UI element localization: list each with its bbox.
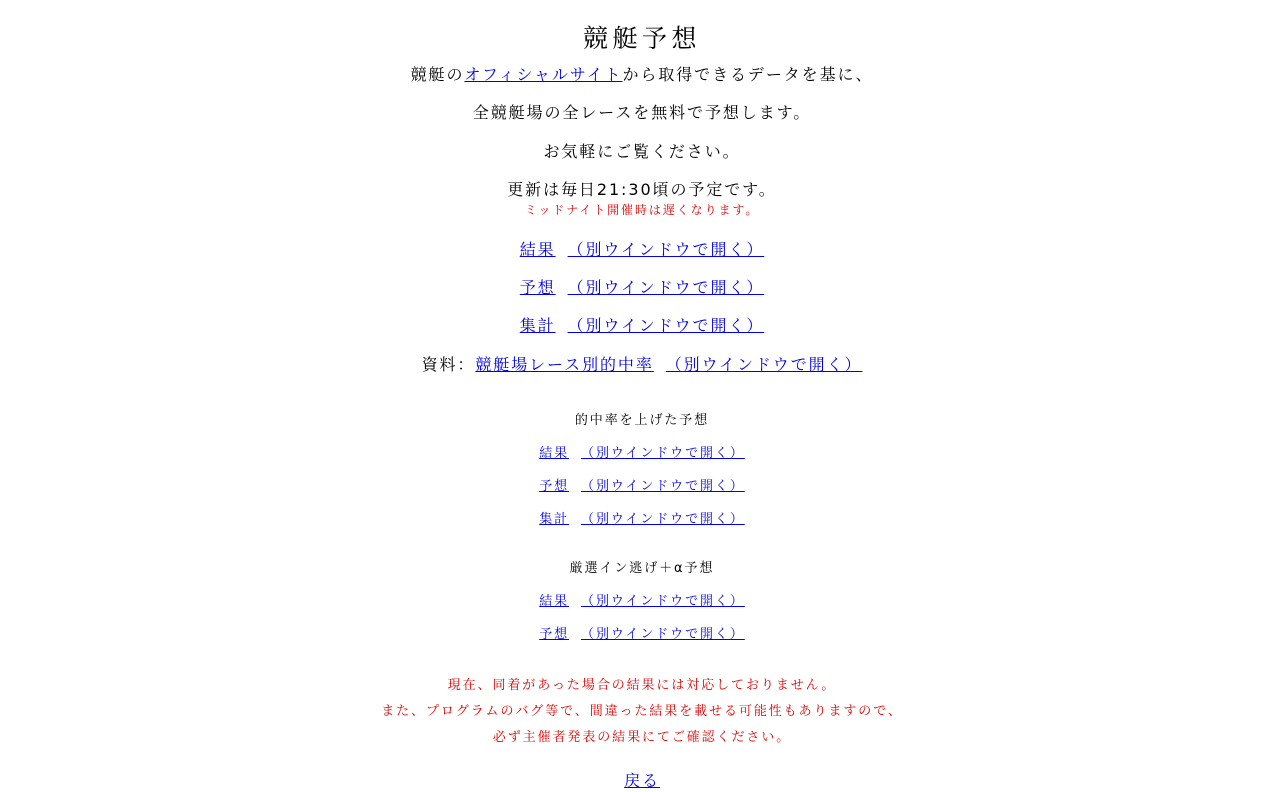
update-schedule: 更新は毎日21:30頃の予定です。	[507, 180, 777, 199]
back-row	[0, 770, 1284, 792]
hit-rate-forecast-link[interactable]: 予想	[539, 479, 570, 494]
doc-new-window-link[interactable]: （別ウインドウで開く）	[665, 355, 863, 374]
hit-rate-result-new-window-link[interactable]: （別ウインドウで開く）	[581, 446, 745, 461]
main-forecast-link[interactable]: 予想	[519, 278, 556, 297]
intro-suffix: から取得できるデータを基に、	[622, 65, 874, 84]
hit-rate-summary-link[interactable]: 集計	[539, 512, 570, 527]
inner-escape-forecast-row	[0, 626, 1284, 644]
intro-line-3: お気軽にご覧ください。	[543, 142, 741, 161]
hit-rate-result-link[interactable]: 結果	[539, 446, 570, 461]
intro-prefix: 競艇の	[410, 65, 465, 84]
midnight-note: ミッドナイト開催時は遅くなります。	[524, 203, 760, 217]
main-forecast-new-window-link[interactable]: （別ウインドウで開く）	[567, 278, 765, 297]
hit-rate-forecast-row	[0, 478, 1284, 496]
hit-rate-summary-row	[0, 511, 1284, 529]
inner-escape-section-title: 厳選イン逃げ＋α予想	[569, 561, 715, 576]
hit-rate-forecast-new-window-link[interactable]: （別ウインドウで開く）	[581, 479, 745, 494]
main-result-row	[0, 239, 1284, 261]
main-forecast-row	[0, 277, 1284, 299]
inner-escape-forecast-link[interactable]: 予想	[539, 627, 570, 642]
main-result-link[interactable]: 結果	[519, 240, 556, 259]
doc-hit-rate-link[interactable]: 競艇場レース別的中率	[475, 355, 654, 374]
notice-line-2: また、プログラムのバグ等で、間違った結果を載せる可能性もありますので、	[381, 704, 903, 719]
intro-line-1	[0, 64, 1284, 86]
main-summary-row	[0, 315, 1284, 337]
main-summary-new-window-link[interactable]: （別ウインドウで開く）	[567, 316, 765, 335]
notice-line-1: 現在、同着があった場合の結果には対応しておりません。	[447, 678, 837, 693]
main-summary-link[interactable]: 集計	[519, 316, 556, 335]
hit-rate-section-title: 的中率を上げた予想	[574, 413, 710, 428]
inner-escape-result-new-window-link[interactable]: （別ウインドウで開く）	[581, 594, 745, 609]
hit-rate-summary-new-window-link[interactable]: （別ウインドウで開く）	[581, 512, 745, 527]
back-link[interactable]: 戻る	[624, 771, 660, 790]
notice-line-3: 必ず主催者発表の結果にてご確認ください。	[492, 730, 792, 745]
inner-escape-forecast-new-window-link[interactable]: （別ウインドウで開く）	[581, 627, 745, 642]
doc-prefix: 資料：	[421, 355, 476, 374]
official-site-link[interactable]: オフィシャルサイト	[464, 65, 623, 84]
inner-escape-result-link[interactable]: 結果	[539, 594, 570, 609]
hit-rate-result-row	[0, 445, 1284, 463]
main-result-new-window-link[interactable]: （別ウインドウで開く）	[567, 240, 765, 259]
intro-line-2: 全競艇場の全レースを無料で予想します。	[472, 103, 812, 122]
page-title: 競艇予想	[582, 24, 701, 53]
inner-escape-result-row	[0, 593, 1284, 611]
doc-row	[0, 354, 1284, 376]
